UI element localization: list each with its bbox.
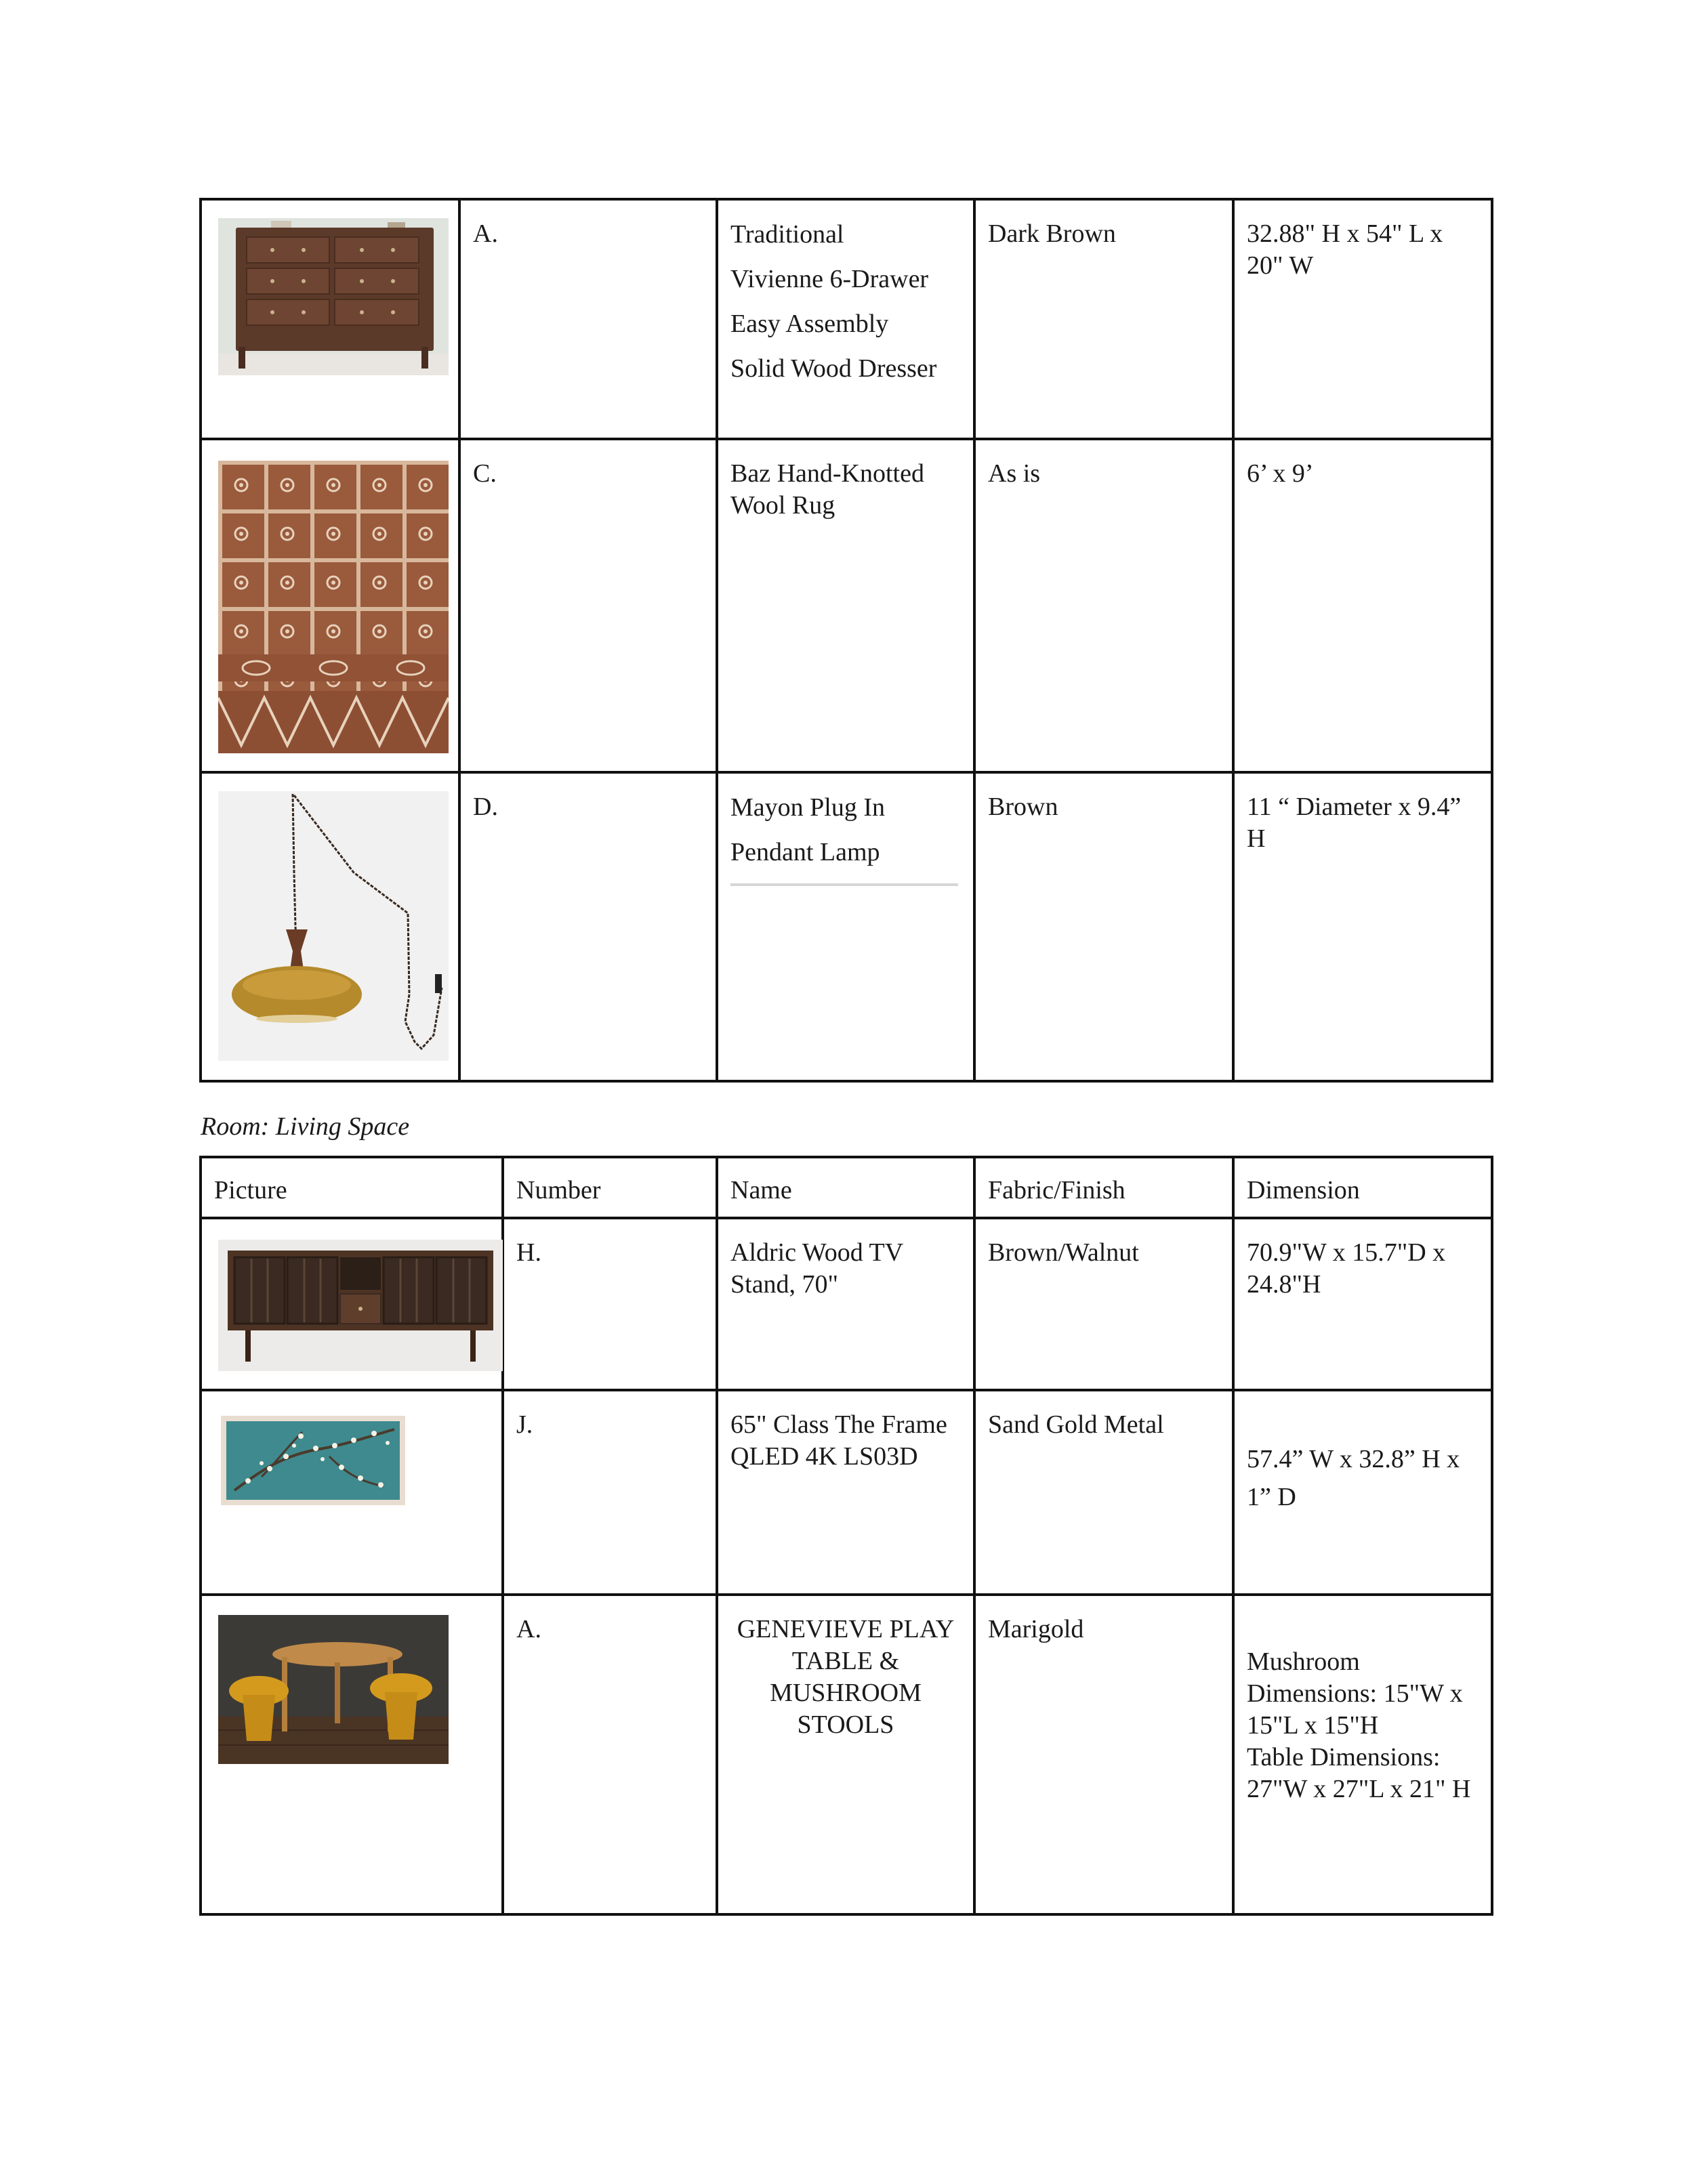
- table-row: [201, 772, 1492, 1081]
- play-table-photo: [218, 1615, 449, 1764]
- dimension-cell: [1233, 1595, 1492, 1914]
- number-cell: J.: [503, 1390, 717, 1595]
- header-name: Name: [717, 1157, 974, 1218]
- picture-cell: [201, 1595, 503, 1914]
- dimension-cell: 57.4” W x 32.8” H x 1” D: [1233, 1390, 1492, 1595]
- header-dimension: Dimension: [1233, 1157, 1492, 1218]
- table-row: [201, 1218, 1492, 1390]
- dimension-cell: 32.88" H x 54" L x 20" W: [1233, 199, 1492, 439]
- picture-cell: [201, 1218, 503, 1390]
- mushroom-dimensions: Mushroom Dimensions: 15"W x 15"L x 15"H: [1247, 1647, 1463, 1740]
- room-title: Room: Living Space: [201, 1112, 410, 1141]
- name-line: Mayon Plug In: [730, 793, 885, 822]
- picture-cell: [201, 772, 459, 1081]
- table-row: [201, 1595, 1492, 1914]
- dimension-cell: 70.9"W x 15.7"D x 24.8"H: [1233, 1218, 1492, 1390]
- divider-line: [730, 883, 958, 886]
- table-row: [201, 1390, 1492, 1595]
- finish-cell: Brown/Walnut: [974, 1218, 1233, 1390]
- header-picture: Picture: [201, 1157, 503, 1218]
- finish-cell: Brown: [974, 772, 1233, 1081]
- finish-cell: As is: [974, 439, 1233, 772]
- name-line: Easy Assembly: [730, 310, 889, 338]
- finish-cell: Dark Brown: [974, 199, 1233, 439]
- number-cell: D.: [459, 772, 717, 1081]
- dimension-cell: 6’ x 9’: [1233, 439, 1492, 772]
- tv-stand-photo: [218, 1240, 503, 1371]
- furniture-table-top: [199, 198, 1493, 1083]
- number-cell: C.: [459, 439, 717, 772]
- number-cell: A.: [503, 1595, 717, 1914]
- finish-cell: Marigold: [974, 1595, 1233, 1914]
- picture-cell: [201, 199, 459, 439]
- picture-cell: [201, 439, 459, 772]
- header-row: [201, 1157, 1492, 1218]
- picture-cell: [201, 1390, 503, 1595]
- dimension-cell: 11 “ Diameter x 9.4” H: [1233, 772, 1492, 1081]
- frame-tv-photo: [221, 1416, 405, 1505]
- name-line: Vivienne 6-Drawer: [730, 265, 929, 293]
- number-cell: H.: [503, 1218, 717, 1390]
- dresser-photo: [218, 218, 449, 375]
- name-line: Pendant Lamp: [730, 838, 880, 866]
- name-cell: Aldric Wood TV Stand, 70": [717, 1218, 974, 1390]
- name-line: Traditional: [730, 220, 844, 249]
- name-cell: Baz Hand-Knotted Wool Rug: [717, 439, 974, 772]
- header-number: Number: [503, 1157, 717, 1218]
- pendant-lamp-photo: [218, 791, 449, 1061]
- furniture-table-living-space: [199, 1156, 1493, 1916]
- number-cell: A.: [459, 199, 717, 439]
- table-row: [201, 199, 1492, 439]
- name-cell: [717, 772, 974, 1081]
- name-cell: [717, 199, 974, 439]
- header-finish: Fabric/Finish: [974, 1157, 1233, 1218]
- name-cell: GENEVIEVE PLAY TABLE & MUSHROOM STOOLS: [717, 1595, 974, 1914]
- table-row: [201, 439, 1492, 772]
- finish-cell: Sand Gold Metal: [974, 1390, 1233, 1595]
- rug-photo: [218, 461, 449, 753]
- name-line: Solid Wood Dresser: [730, 354, 937, 383]
- name-cell: 65" Class The Frame QLED 4K LS03D: [717, 1390, 974, 1595]
- table-dimensions: Table Dimensions: 27"W x 27"L x 21" H: [1247, 1743, 1471, 1803]
